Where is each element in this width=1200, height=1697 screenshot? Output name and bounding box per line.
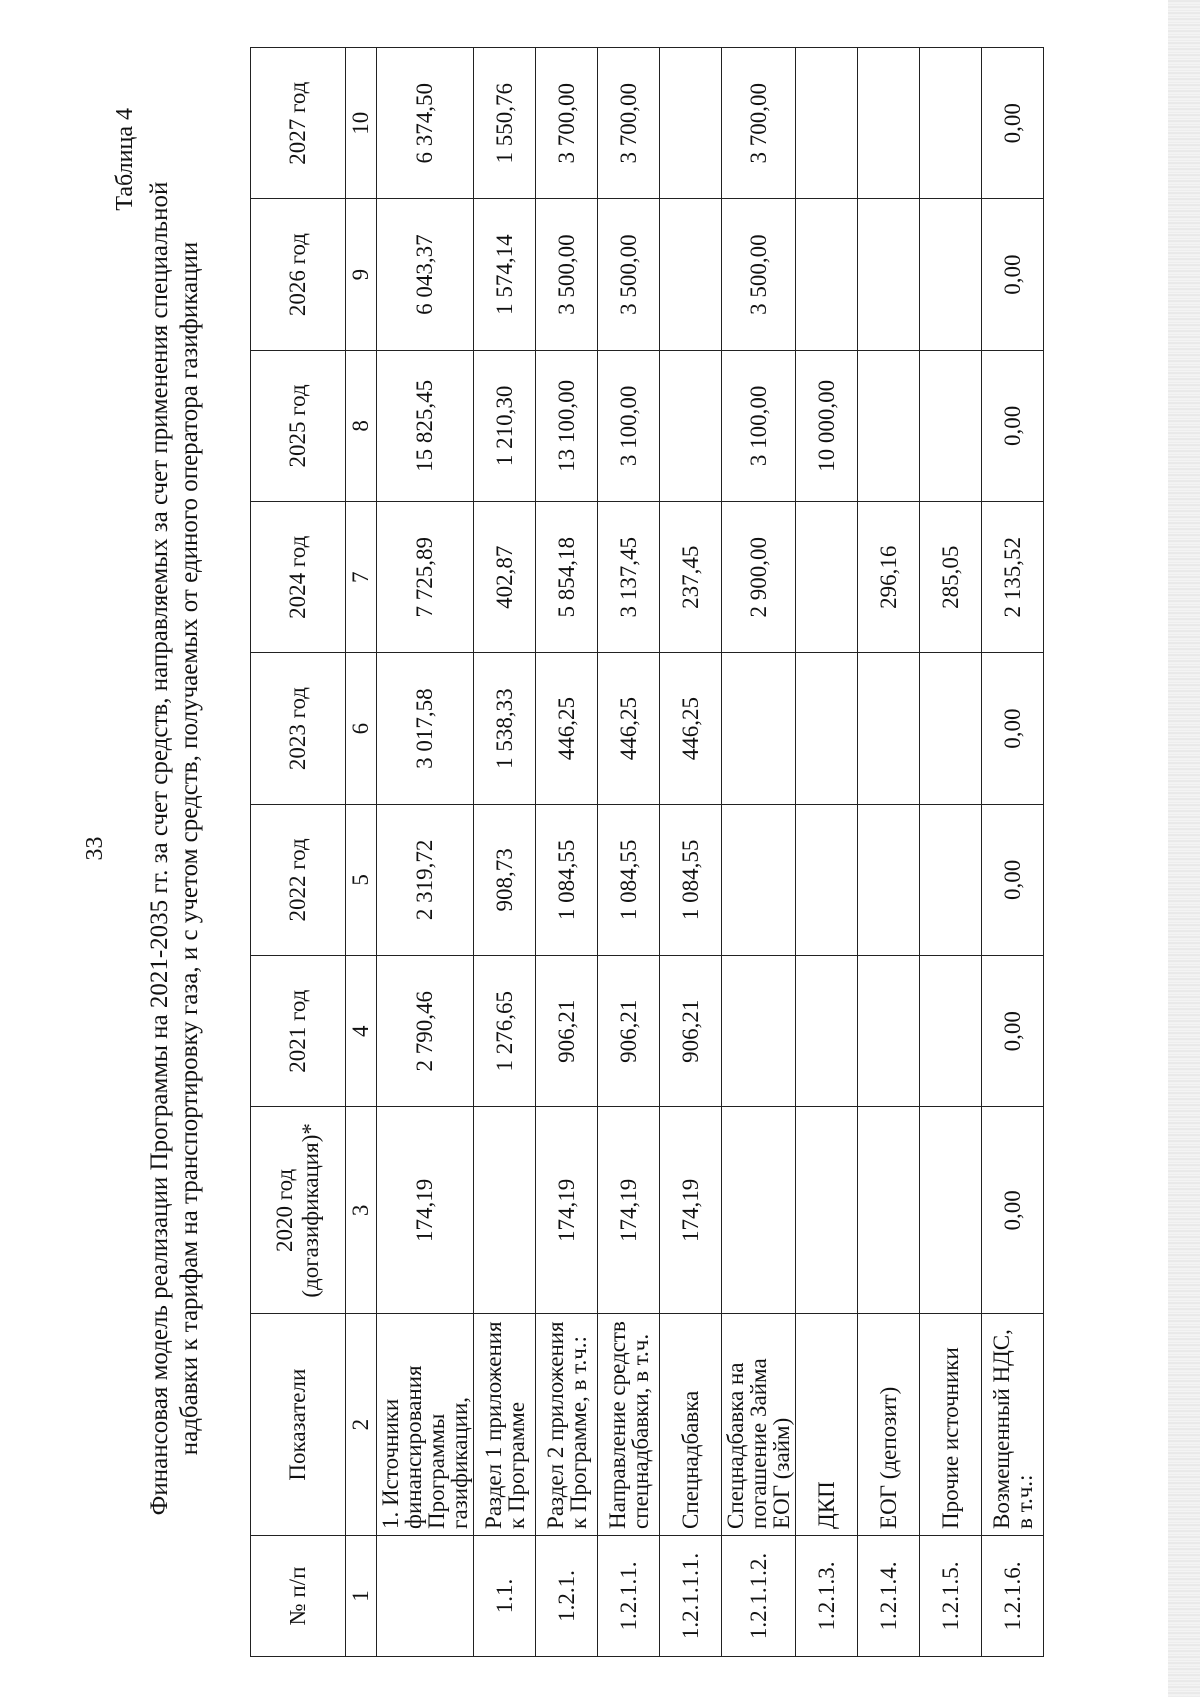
table-row <box>377 48 474 1657</box>
page-number: 33 <box>82 836 108 861</box>
value-cell: 446,25 <box>598 653 660 804</box>
table-title: Финансовая модель реализации Программы на 2021-2035 гг. за счет средств, направляемых за счет применения специальной надбавки к тарифам на транспортировку газа, и с учетом средств, получаемых от единого оператора газификации <box>146 181 203 1516</box>
column-number: 4 <box>346 956 377 1107</box>
value-cell: 906,21 <box>536 956 598 1107</box>
value-cell <box>858 48 920 199</box>
table-row <box>536 48 598 1657</box>
column-number: 5 <box>346 804 377 955</box>
value-cell: 2 790,46 <box>377 956 474 1107</box>
table-row <box>858 48 920 1657</box>
column-number: 10 <box>346 48 377 199</box>
header-2027: 2027 год <box>251 48 346 199</box>
row-number: 1.1. <box>474 1535 536 1656</box>
value-cell <box>722 1107 796 1314</box>
value-cell <box>722 956 796 1107</box>
value-cell <box>796 502 858 653</box>
value-cell: 3 500,00 <box>598 199 660 350</box>
value-cell <box>858 1107 920 1314</box>
value-cell: 0,00 <box>982 804 1044 955</box>
table-row <box>920 48 982 1657</box>
value-cell: 6 043,37 <box>377 199 474 350</box>
value-cell <box>722 804 796 955</box>
row-indicator: Спецнадбавка на погашение Займа ЕОГ (займ) <box>722 1314 796 1536</box>
value-cell: 3 700,00 <box>722 48 796 199</box>
row-number: 1.2.1.1.2. <box>722 1535 796 1656</box>
value-cell: 3 500,00 <box>536 199 598 350</box>
table-body <box>377 48 1044 1657</box>
value-cell: 2 319,72 <box>377 804 474 955</box>
value-cell: 3 017,58 <box>377 653 474 804</box>
column-number: 7 <box>346 502 377 653</box>
value-cell <box>920 804 982 955</box>
table-row <box>474 48 536 1657</box>
value-cell: 906,21 <box>598 956 660 1107</box>
value-cell <box>474 1107 536 1314</box>
column-number: 9 <box>346 199 377 350</box>
row-indicator: Раздел 1 приложения к Программе <box>474 1314 536 1536</box>
value-cell <box>660 350 722 501</box>
value-cell: 446,25 <box>660 653 722 804</box>
value-cell: 0,00 <box>982 48 1044 199</box>
value-cell: 174,19 <box>598 1107 660 1314</box>
value-cell: 3 100,00 <box>722 350 796 501</box>
row-indicator: Возмещенный НДС, в т.ч.: <box>982 1314 1044 1536</box>
row-number: 1.2.1.3. <box>796 1535 858 1656</box>
value-cell: 446,25 <box>536 653 598 804</box>
header-2025: 2025 год <box>251 350 346 501</box>
value-cell: 3 137,45 <box>598 502 660 653</box>
value-cell: 1 084,55 <box>536 804 598 955</box>
value-cell <box>722 653 796 804</box>
table-row <box>660 48 722 1657</box>
value-cell: 1 538,33 <box>474 653 536 804</box>
table-row <box>722 48 796 1657</box>
row-indicator: Раздел 2 приложения к Программе, в т.ч.: <box>536 1314 598 1536</box>
value-cell: 0,00 <box>982 653 1044 804</box>
value-cell: 1 276,65 <box>474 956 536 1107</box>
value-cell: 7 725,89 <box>377 502 474 653</box>
value-cell: 237,45 <box>660 502 722 653</box>
table-label: Таблица 4 <box>112 108 138 211</box>
value-cell: 5 854,18 <box>536 502 598 653</box>
column-number: 6 <box>346 653 377 804</box>
header-row <box>251 48 346 1657</box>
row-indicator: ЕОГ (депозит) <box>858 1314 920 1536</box>
value-cell: 13 100,00 <box>536 350 598 501</box>
value-cell <box>796 1107 858 1314</box>
header-2022: 2022 год <box>251 804 346 955</box>
value-cell: 1 084,55 <box>598 804 660 955</box>
value-cell: 2 900,00 <box>722 502 796 653</box>
value-cell: 0,00 <box>982 956 1044 1107</box>
value-cell <box>796 653 858 804</box>
header-2020: 2020 год (догазификация)* <box>251 1107 346 1314</box>
header-2024: 2024 год <box>251 502 346 653</box>
value-cell: 174,19 <box>536 1107 598 1314</box>
value-cell <box>858 956 920 1107</box>
value-cell <box>796 48 858 199</box>
value-cell <box>920 48 982 199</box>
table-row <box>982 48 1044 1657</box>
value-cell: 3 700,00 <box>598 48 660 199</box>
column-number-row <box>346 48 377 1657</box>
value-cell: 1 084,55 <box>660 804 722 955</box>
value-cell: 3 500,00 <box>722 199 796 350</box>
row-number: 1.2.1.6. <box>982 1535 1044 1656</box>
value-cell <box>920 653 982 804</box>
value-cell <box>920 956 982 1107</box>
value-cell: 15 825,45 <box>377 350 474 501</box>
column-number: 3 <box>346 1107 377 1314</box>
value-cell <box>920 199 982 350</box>
value-cell: 174,19 <box>377 1107 474 1314</box>
value-cell <box>920 1107 982 1314</box>
value-cell: 0,00 <box>982 350 1044 501</box>
row-indicator: ДКП <box>796 1314 858 1536</box>
header-2021: 2021 год <box>251 956 346 1107</box>
value-cell <box>858 804 920 955</box>
value-cell <box>858 653 920 804</box>
column-number: 8 <box>346 350 377 501</box>
row-indicator: 1. Источники финансирования Программы газификации, <box>377 1314 474 1536</box>
value-cell <box>858 350 920 501</box>
value-cell: 1 210,30 <box>474 350 536 501</box>
value-cell: 174,19 <box>660 1107 722 1314</box>
header-indicator: Показатели <box>251 1314 346 1536</box>
value-cell: 296,16 <box>858 502 920 653</box>
value-cell: 6 374,50 <box>377 48 474 199</box>
row-number <box>377 1535 474 1656</box>
value-cell: 0,00 <box>982 199 1044 350</box>
column-number: 2 <box>346 1314 377 1536</box>
value-cell <box>858 199 920 350</box>
value-cell <box>660 199 722 350</box>
value-cell: 908,73 <box>474 804 536 955</box>
value-cell <box>796 956 858 1107</box>
row-indicator: Спецнадбавка <box>660 1314 722 1536</box>
value-cell: 10 000,00 <box>796 350 858 501</box>
value-cell <box>660 48 722 199</box>
row-number: 1.2.1.1. <box>598 1535 660 1656</box>
scan-edge <box>1168 0 1200 1697</box>
value-cell: 2 135,52 <box>982 502 1044 653</box>
value-cell: 3 100,00 <box>598 350 660 501</box>
row-number: 1.2.1.4. <box>858 1535 920 1656</box>
value-cell: 285,05 <box>920 502 982 653</box>
table-row <box>796 48 858 1657</box>
header-no: № п/п <box>251 1535 346 1656</box>
value-cell <box>796 199 858 350</box>
column-number: 1 <box>346 1535 377 1656</box>
value-cell <box>796 804 858 955</box>
financial-model-table <box>250 47 1044 1657</box>
value-cell: 3 700,00 <box>536 48 598 199</box>
row-number: 1.2.1. <box>536 1535 598 1656</box>
value-cell: 402,87 <box>474 502 536 653</box>
value-cell <box>920 350 982 501</box>
value-cell: 1 550,76 <box>474 48 536 199</box>
row-indicator: Направление средств спецнадбавки, в т.ч. <box>598 1314 660 1536</box>
header-2023: 2023 год <box>251 653 346 804</box>
table-row <box>598 48 660 1657</box>
value-cell: 0,00 <box>982 1107 1044 1314</box>
header-2026: 2026 год <box>251 199 346 350</box>
row-number: 1.2.1.5. <box>920 1535 982 1656</box>
row-number: 1.2.1.1.1. <box>660 1535 722 1656</box>
value-cell: 1 574,14 <box>474 199 536 350</box>
value-cell: 906,21 <box>660 956 722 1107</box>
row-indicator: Прочие источники <box>920 1314 982 1536</box>
